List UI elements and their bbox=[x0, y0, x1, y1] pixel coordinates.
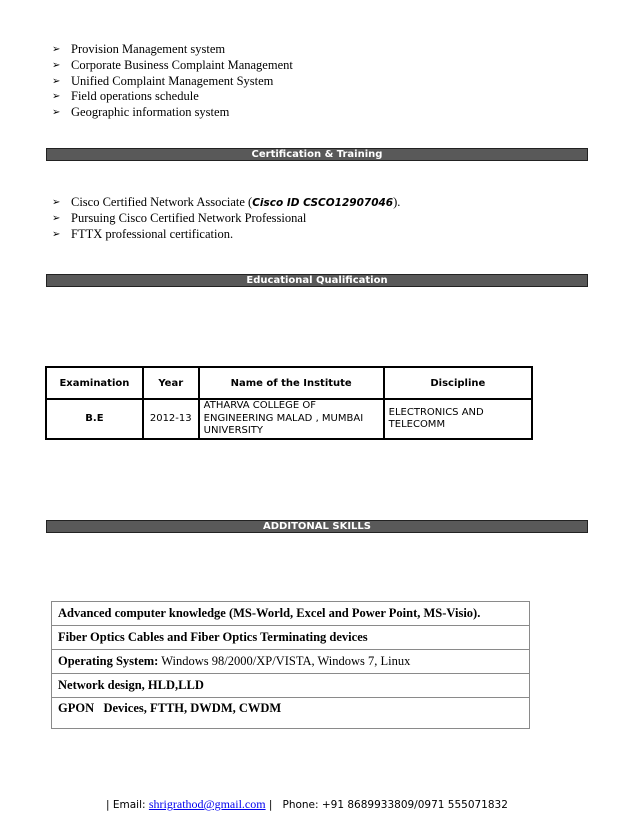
column-header: Examination bbox=[46, 367, 143, 399]
education-heading: Educational Qualification bbox=[46, 274, 588, 287]
column-header: Discipline bbox=[384, 367, 532, 399]
skill-cell bbox=[52, 650, 530, 674]
list-item: ➢ Geographic information system bbox=[52, 105, 230, 120]
table-row bbox=[52, 650, 530, 674]
arrow-bullet-icon: ➢ bbox=[52, 197, 61, 208]
footer bbox=[106, 797, 508, 812]
skill-cell: Network design, HLD,LLD bbox=[52, 674, 530, 698]
list-item: ➢ Cisco Certified Network Associate (Cisco ID CSCO12907046). bbox=[52, 195, 401, 209]
os-label: Operating System: bbox=[58, 654, 159, 668]
arrow-bullet-icon: ➢ bbox=[52, 228, 61, 240]
certification-list bbox=[52, 195, 400, 242]
table-row bbox=[52, 698, 530, 729]
email-link[interactable]: shrigrathod@gmail.com bbox=[148, 797, 266, 811]
institute-cell: ATHARVA COLLEGE OF ENGINEERING MALAD , MUMBAI UNIVERSITY bbox=[199, 399, 384, 439]
table-row bbox=[52, 602, 530, 626]
email-label: | Email: bbox=[106, 799, 149, 811]
year-cell: 2012-13 bbox=[143, 399, 199, 439]
arrow-bullet-icon: ➢ bbox=[52, 44, 61, 55]
list-item: ➢ FTTX professional certification. bbox=[52, 226, 234, 241]
table-row bbox=[52, 626, 530, 650]
phone-text: | Phone: +91 8689933809/0971 555071832 bbox=[265, 799, 508, 811]
list-item: ➢ Pursuing Cisco Certified Network Professional bbox=[52, 210, 307, 225]
arrow-bullet-icon: ➢ bbox=[52, 107, 61, 119]
cisco-id: Cisco ID CSCO12907046 bbox=[252, 197, 394, 209]
arrow-bullet-icon: ➢ bbox=[52, 91, 61, 103]
os-value: Windows 98/2000/XP/VISTA, Windows 7, Linux bbox=[158, 654, 411, 668]
table-header-row bbox=[46, 367, 532, 399]
skill-cell: Advanced computer knowledge (MS-World, Excel and Power Point, MS-Visio). bbox=[52, 602, 530, 626]
projects-list bbox=[52, 42, 293, 121]
arrow-bullet-icon: ➢ bbox=[52, 75, 61, 87]
education-table bbox=[45, 366, 533, 440]
skills-heading: ADDITONAL SKILLS bbox=[46, 520, 588, 533]
list-item: ➢ Provision Management system bbox=[52, 42, 226, 56]
arrow-bullet-icon: ➢ bbox=[52, 59, 61, 71]
list-item: ➢ Unified Complaint Management System bbox=[52, 73, 274, 88]
skills-table bbox=[51, 601, 530, 729]
examination-cell: B.E bbox=[46, 399, 143, 439]
skill-cell: Fiber Optics Cables and Fiber Optics Terminating devices bbox=[52, 626, 530, 650]
column-header: Year bbox=[143, 367, 199, 399]
skill-cell: GPON Devices, FTTH, DWDM, CWDM bbox=[52, 698, 530, 729]
list-item: ➢ Corporate Business Complaint Management bbox=[52, 57, 293, 72]
arrow-bullet-icon: ➢ bbox=[52, 212, 61, 224]
table-row bbox=[52, 674, 530, 698]
list-item: ➢ Field operations schedule bbox=[52, 89, 199, 104]
certification-heading: Certification & Training bbox=[46, 148, 588, 161]
discipline-cell: ELECTRONICS AND TELECOMM bbox=[384, 399, 532, 439]
table-row bbox=[46, 399, 532, 439]
column-header: Name of the Institute bbox=[199, 367, 384, 399]
